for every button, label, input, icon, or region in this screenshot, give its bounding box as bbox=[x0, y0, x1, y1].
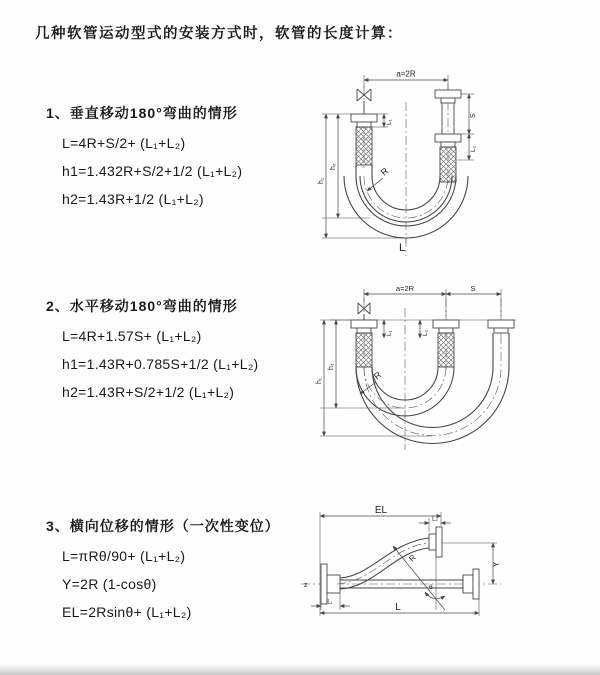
flange-fitting-right-upper bbox=[435, 90, 461, 134]
page-title: 几种软管运动型式的安装方式时，软管的长度计算： bbox=[35, 26, 403, 42]
flange-fitting-right-upper bbox=[429, 527, 442, 557]
dim-label-l: L bbox=[395, 602, 401, 613]
diagram-horizontal-bend bbox=[296, 280, 586, 455]
section-lateral-displacement bbox=[46, 516, 311, 626]
section-2-heading: 2、水平移动180°弯曲的情形 bbox=[46, 298, 238, 314]
flange-fitting-left bbox=[351, 114, 377, 165]
formula-line: EL=2Rsinθ+ (L₁+L₂) bbox=[62, 604, 192, 620]
pipe-break-icon: z bbox=[304, 582, 308, 589]
formula-line: h2=1.43R+S/2+1/2 (L₁+L₂) bbox=[62, 384, 235, 400]
formula-line: h1=1.43R+0.785S+1/2 (L₁+L₂) bbox=[62, 356, 259, 372]
braided-hose bbox=[440, 147, 456, 182]
section-horizontal-bend bbox=[46, 296, 311, 406]
hose-u-bend-displaced bbox=[356, 333, 509, 444]
formula-line: L=4R+S/2+ (L₁+L₂) bbox=[62, 135, 186, 151]
label-radius-r: R bbox=[371, 369, 384, 382]
dim-label-s: S bbox=[470, 284, 476, 293]
dim-label-a2r: a=2R bbox=[396, 69, 416, 79]
dim-label-l2: L₂ bbox=[422, 329, 429, 336]
formula-line: h2=1.43R+1/2 (L₁+L₂) bbox=[62, 191, 204, 207]
section-3-heading: 3、横向位移的情形（一次性变位） bbox=[46, 518, 280, 534]
label-radius-r: R bbox=[378, 165, 391, 178]
formula-line: L=4R+1.57S+ (L₁+L₂) bbox=[62, 328, 202, 344]
dim-label-l1: L₁ bbox=[327, 599, 333, 606]
section-1-heading: 1、垂直移动180°弯曲的情形 bbox=[46, 105, 238, 121]
dim-label-el: EL bbox=[374, 505, 388, 516]
flange-fitting-right-lower bbox=[435, 134, 461, 182]
dim-label-l1: L₁ bbox=[386, 330, 393, 336]
dim-label-l2: L₂ bbox=[432, 516, 438, 523]
label-angle-theta: θ bbox=[429, 584, 433, 591]
formula-line: Y=2R (1-cosθ) bbox=[62, 576, 157, 592]
braided-hose bbox=[356, 333, 372, 367]
dim-label-s: S bbox=[470, 113, 477, 118]
dim-label-y: Y bbox=[492, 561, 501, 567]
page-bottom-edge bbox=[0, 664, 600, 675]
braided-hose bbox=[356, 127, 372, 165]
label-length-l: L bbox=[398, 242, 406, 254]
braided-hose bbox=[438, 333, 454, 367]
flange-fitting-middle bbox=[433, 320, 459, 367]
flange-fitting-right bbox=[488, 320, 514, 333]
diagram-lateral-displacement bbox=[293, 498, 593, 638]
dim-label-h1: h₁ bbox=[318, 177, 325, 184]
dim-label-l1: L₁ bbox=[386, 119, 393, 125]
diagram-vertical-bend bbox=[296, 64, 586, 259]
flange-fitting-left bbox=[351, 320, 377, 367]
flange-fitting-right-lower bbox=[463, 569, 479, 599]
hose-s-curve bbox=[337, 538, 429, 589]
dim-label-l2: L₂ bbox=[470, 145, 477, 152]
hose-u-bend-original bbox=[356, 367, 454, 416]
dim-label-h2: h₂ bbox=[328, 363, 335, 370]
formula-line: L=πRθ/90+ (L₁+L₂) bbox=[62, 548, 186, 564]
label-radius-r: R bbox=[407, 552, 418, 564]
dim-label-h1: h₁ bbox=[316, 377, 323, 384]
section-vertical-bend bbox=[46, 103, 311, 213]
dim-label-h2: h₂ bbox=[330, 163, 337, 170]
formula-line: h1=1.432R+S/2+1/2 (L₁+L₂) bbox=[62, 163, 243, 179]
dim-label-a2r: a=2R bbox=[395, 284, 415, 293]
